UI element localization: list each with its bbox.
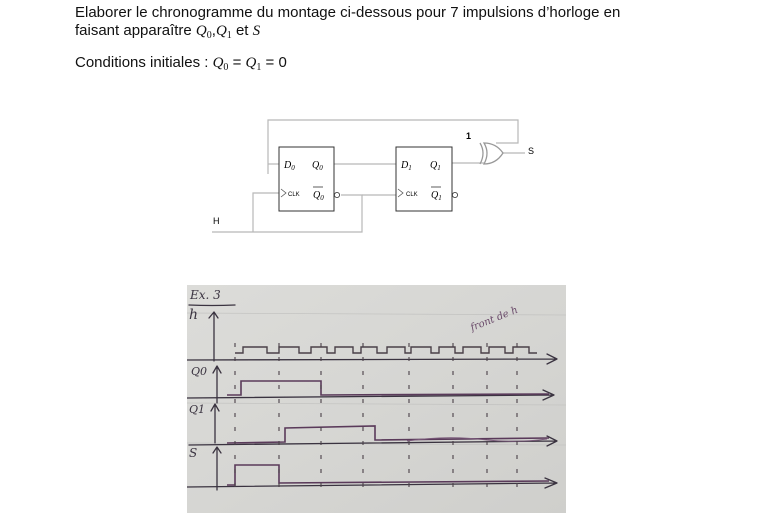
initial-conditions: Conditions initiales : $Q_0 = Q_1 = 0$ [75, 54, 287, 73]
gate-label: 1 [466, 131, 472, 141]
output-label: S [528, 146, 535, 156]
ff1-qbar-label: $Q_1$ [431, 190, 442, 202]
flipflop-0 [279, 147, 334, 211]
statement-line-2: faisant apparaître $Q_0,Q_1$ et S [75, 22, 261, 41]
ff0-d-label: $D_0$ [284, 160, 295, 172]
qbar0-bubble [334, 192, 339, 197]
statement-line-1: Elaborer le chronogramme du montage ci-dessous pour 7 impulsions d’horloge en [75, 4, 621, 21]
ff1-q-label: $Q_1$ [430, 160, 441, 172]
s-symbol: S [252, 23, 261, 39]
clk0-wire [253, 193, 279, 232]
row-label-q1: Q1 [189, 403, 206, 416]
clock-label: H [213, 216, 220, 226]
q1-symbol: $Q_1$ [215, 23, 232, 41]
xor-gate-icon [480, 143, 503, 164]
ff0-qbar-label: $Q_0$ [313, 190, 324, 202]
ff0-clk-label: CLK [288, 192, 300, 198]
q0-symbol: $Q_0$ [195, 23, 212, 41]
flipflop-1 [396, 147, 452, 211]
ff1-d-label: $D_1$ [401, 160, 412, 172]
handwritten-chronogram-photo [187, 285, 566, 513]
qbar1-bubble [452, 192, 457, 197]
ff0-q-label: $Q_0$ [312, 160, 323, 172]
photo-title: Ex. 3 [190, 288, 221, 302]
row-label-s: S [189, 446, 198, 460]
ff1-clk-label: CLK [406, 192, 418, 198]
row-label-q0: Q0 [191, 365, 208, 378]
row-label-h: h [189, 307, 199, 323]
photo-note: front de h [469, 304, 520, 334]
